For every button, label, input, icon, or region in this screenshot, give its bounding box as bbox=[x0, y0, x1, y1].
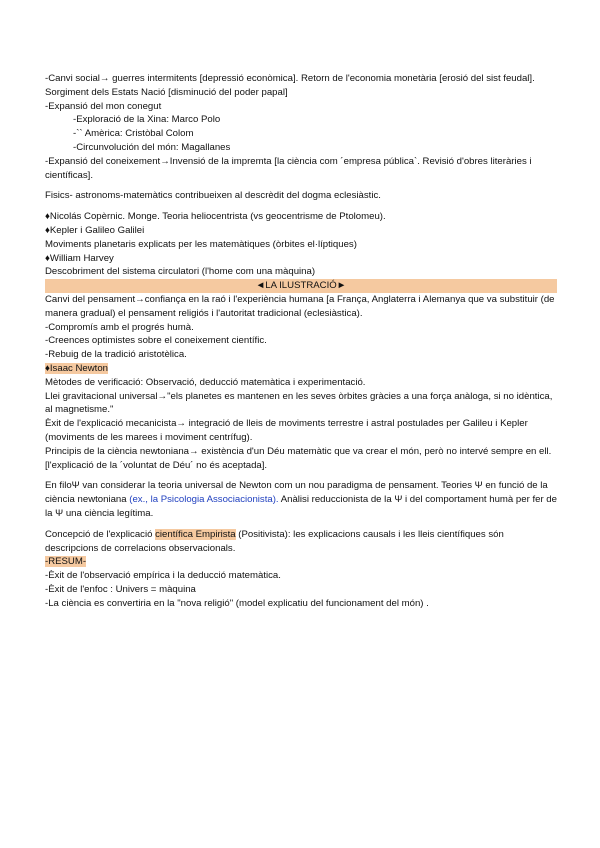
paragraph-canvi-pensament: Canvi del pensament→confiança en la raó i l'experiència humana [a França, Anglaterra i Alemanya que va substituir (de manera gradual) el pensament religiós i l'autoritat tradicional (eclesiàstica). bbox=[45, 293, 555, 319]
section-banner-ilustracio: ◄LA ILUSTRACIÓ► bbox=[45, 279, 557, 293]
paragraph-concepcio bbox=[45, 528, 557, 556]
list-item-nova-religio: -La ciència es convertiria en la "nova religió" (model explicatiu del funcionament del món) . bbox=[45, 597, 429, 609]
paragraph-moviments: Moviments planetaris explicats per les matemàtiques (òrbites el·líptiques) bbox=[45, 238, 357, 250]
paragraph-llei-gravitacional: Llei gravitacional universal→"els planetes es mantenen en les seves òrbites gràcies a una força anàloga, si no idèntica, al magnetisme." bbox=[45, 390, 553, 416]
document-body bbox=[45, 72, 557, 610]
heading-isaac-newton: ♦Isaac Newton bbox=[45, 362, 109, 374]
list-item-magallanes: -Circunvolución del món: Magallanes bbox=[73, 141, 231, 153]
paragraph-expansio-mon: -Expansió del mon conegut bbox=[45, 100, 162, 112]
list-item-exit-enfoc: -Èxit de l'enfoc : Univers = màquina bbox=[45, 583, 196, 595]
list-item-america: -`` Amèrica: Cristòbal Colom bbox=[73, 128, 194, 140]
bullet-kepler-galileo: ♦Kepler i Galileo Galilei bbox=[45, 224, 145, 236]
paragraph-metodes: Mètodes de verificació: Observació, deducció matemàtica i experimentació. bbox=[45, 376, 366, 388]
bullet-copernic: ♦Nicolás Copèrnic. Monge. Teoria heliocentrista (vs geocentrisme de Ptolomeu). bbox=[45, 211, 386, 223]
paragraph-fisics: Fisics- astronoms-matemàtics contribueixen al descrèdit del dogma eclesiàstic. bbox=[45, 190, 381, 202]
paragraph-explicacio-mecanicista: Èxit de l'explicació mecanicista→ integració de lleis de moviments terrestre i astral postulades per Galileu i Kepler (moviments de les marees i moviment centrífug). bbox=[45, 418, 528, 443]
text-positivista: (Positivista): les explicacions causals i les lleis científiques són descripcions de correlacions observacionals. bbox=[45, 528, 504, 554]
text-concepcio: Concepció de l'explicació bbox=[45, 528, 156, 540]
text-analisi: Anàlisi reduccionista de la Ψ i del comportament humà per fer de la Ψ una ciència legítima. bbox=[45, 494, 557, 519]
paragraph-filo-psi bbox=[45, 479, 557, 520]
link-psicologia-associacionista: (ex., la Psicologia Associacionista). bbox=[129, 494, 279, 506]
paragraph-sistema-circulatori: Descobriment del sistema circulatori (l'home com una màquina) bbox=[45, 266, 316, 278]
paragraph-principis: Principis de la ciència newtoniana→ existència d'un Déu matemàtic que va crear el món, però no intervé sempre en ell. [l'explicació de la ´voluntat de Déu´ no és aceptada]. bbox=[45, 445, 552, 471]
list-item-exit-observacio: -Èxit de l'observació empírica i la deducció matemàtica. bbox=[45, 570, 281, 582]
text-filo-psi: En filoΨ van considerar la teoria universal de Newton com un nou paradigma de pensament. Teories Ψ en funció de la ciència newtoniana bbox=[45, 480, 548, 506]
list-item-creences: -Creences optimistes sobre el coneixement científic. bbox=[45, 335, 267, 347]
highlight-cientifica-empirista: científica Empirista bbox=[155, 528, 236, 540]
list-item-xina: -Exploració de la Xina: Marco Polo bbox=[73, 114, 221, 126]
list-item-compromis: -Compromís amb el progrés humà. bbox=[45, 321, 194, 333]
list-item-rebuig: -Rebuig de la tradició aristotèlica. bbox=[45, 349, 187, 361]
paragraph-canvi-social: -Canvi social→ guerres intermitents [depressió econòmica]. Retorn de l'economia monetària [erosió del sist feudal]. Sorgiment dels Estats Nació [disminució del poder papal] bbox=[45, 73, 535, 98]
paragraph-expansio-coneixement: -Expansió del coneixement→Invensió de la impremta [la ciència com ´empresa pública`. Revisió d'obres literàries i científicas]. bbox=[45, 155, 532, 181]
bullet-harvey: ♦William Harvey bbox=[45, 252, 114, 264]
heading-resum: -RESUM- bbox=[45, 556, 87, 568]
